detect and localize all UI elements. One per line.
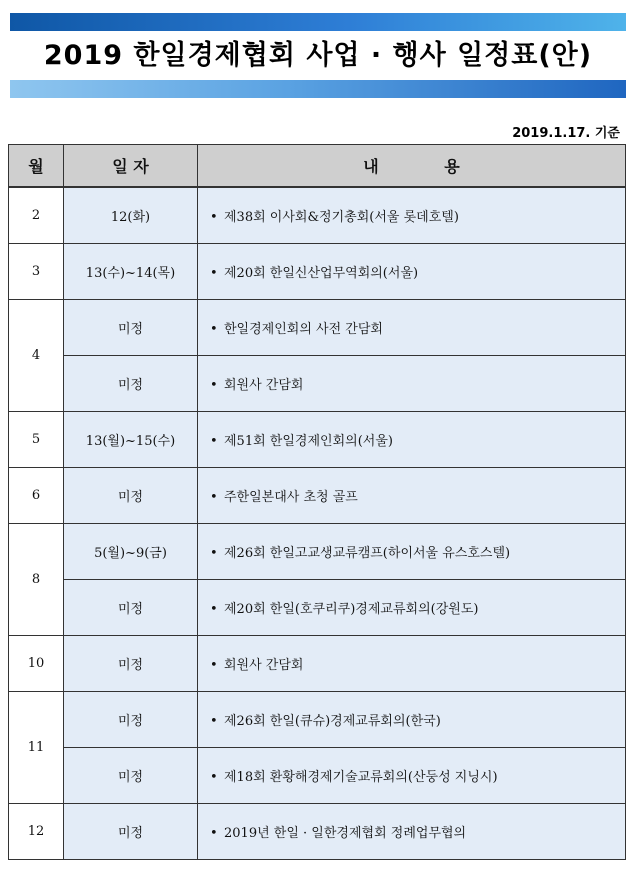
schedule-table [8,144,626,860]
header-bar-top [10,13,626,31]
content-text: 제26회 한일(큐슈)경제교류회의(한국) [224,714,441,729]
bullet-icon: • [210,266,218,281]
date-cell: 미정 [64,636,198,692]
column-header-content: 내 용 [198,145,626,188]
content-cell [198,804,626,860]
month-cell: 6 [9,468,64,524]
table-row [9,636,626,692]
table-row [9,244,626,300]
month-cell: 12 [9,804,64,860]
date-cell: 13(월)~15(수) [64,412,198,468]
bullet-icon: • [210,658,218,673]
content-text: 주한일본대사 초청 골프 [224,490,358,505]
table-row [9,804,626,860]
bullet-icon: • [210,434,218,449]
content-text: 제38회 이사회&정기총회(서울 롯데호텔) [224,210,459,225]
date-cell: 미정 [64,300,198,356]
bullet-icon: • [210,490,218,505]
content-text: 제20회 한일(호쿠리쿠)경제교류회의(강원도) [224,602,479,617]
table-header-row [9,145,626,188]
content-text: 제51회 한일경제인회의(서울) [224,434,393,449]
as-of-date: 2019.1.17. 기준 [512,126,620,141]
content-cell [198,244,626,300]
header-bar-bottom [10,80,626,98]
content-cell [198,524,626,580]
date-cell: 미정 [64,748,198,804]
bullet-icon: • [210,378,218,393]
table-row [9,748,626,804]
month-cell: 3 [9,244,64,300]
month-cell: 5 [9,412,64,468]
month-cell: 4 [9,300,64,412]
date-cell: 미정 [64,468,198,524]
month-cell: 8 [9,524,64,636]
content-cell [198,412,626,468]
content-cell [198,468,626,524]
date-cell: 13(수)~14(목) [64,244,198,300]
content-cell [198,187,626,244]
bullet-icon: • [210,210,218,225]
table-row [9,692,626,748]
content-cell [198,356,626,412]
date-cell: 미정 [64,356,198,412]
content-text: 회원사 간담회 [224,378,304,393]
table-row [9,412,626,468]
month-cell: 2 [9,187,64,244]
table-row [9,300,626,356]
content-text: 제26회 한일고교생교류캠프(하이서울 유스호스텔) [224,546,511,561]
content-cell [198,300,626,356]
column-header-date: 일 자 [64,145,198,188]
content-text: 제20회 한일신산업무역회의(서울) [224,266,419,281]
column-header-month: 월 [9,145,64,188]
content-text: 한일경제인회의 사전 간담회 [224,322,383,337]
content-cell [198,636,626,692]
bullet-icon: • [210,546,218,561]
page-title: 2019 한일경제협회 사업 · 행사 일정표(안) [43,40,593,71]
bullet-icon: • [210,322,218,337]
content-text: 2019년 한일 · 일한경제협회 정례업무협의 [224,826,467,841]
bullet-icon: • [210,714,218,729]
bullet-icon: • [210,770,218,785]
table-row [9,356,626,412]
content-text: 회원사 간담회 [224,658,304,673]
table-row [9,524,626,580]
content-cell [198,692,626,748]
month-cell: 10 [9,636,64,692]
month-cell: 11 [9,692,64,804]
table-row [9,187,626,244]
date-cell: 12(화) [64,187,198,244]
content-cell [198,580,626,636]
date-cell: 미정 [64,692,198,748]
date-cell: 5(월)~9(금) [64,524,198,580]
content-text: 제18회 환황해경제기술교류회의(산둥성 지닝시) [224,770,498,785]
bullet-icon: • [210,826,218,841]
date-cell: 미정 [64,580,198,636]
content-cell [198,748,626,804]
bullet-icon: • [210,602,218,617]
table-row [9,468,626,524]
table-row [9,580,626,636]
date-cell: 미정 [64,804,198,860]
